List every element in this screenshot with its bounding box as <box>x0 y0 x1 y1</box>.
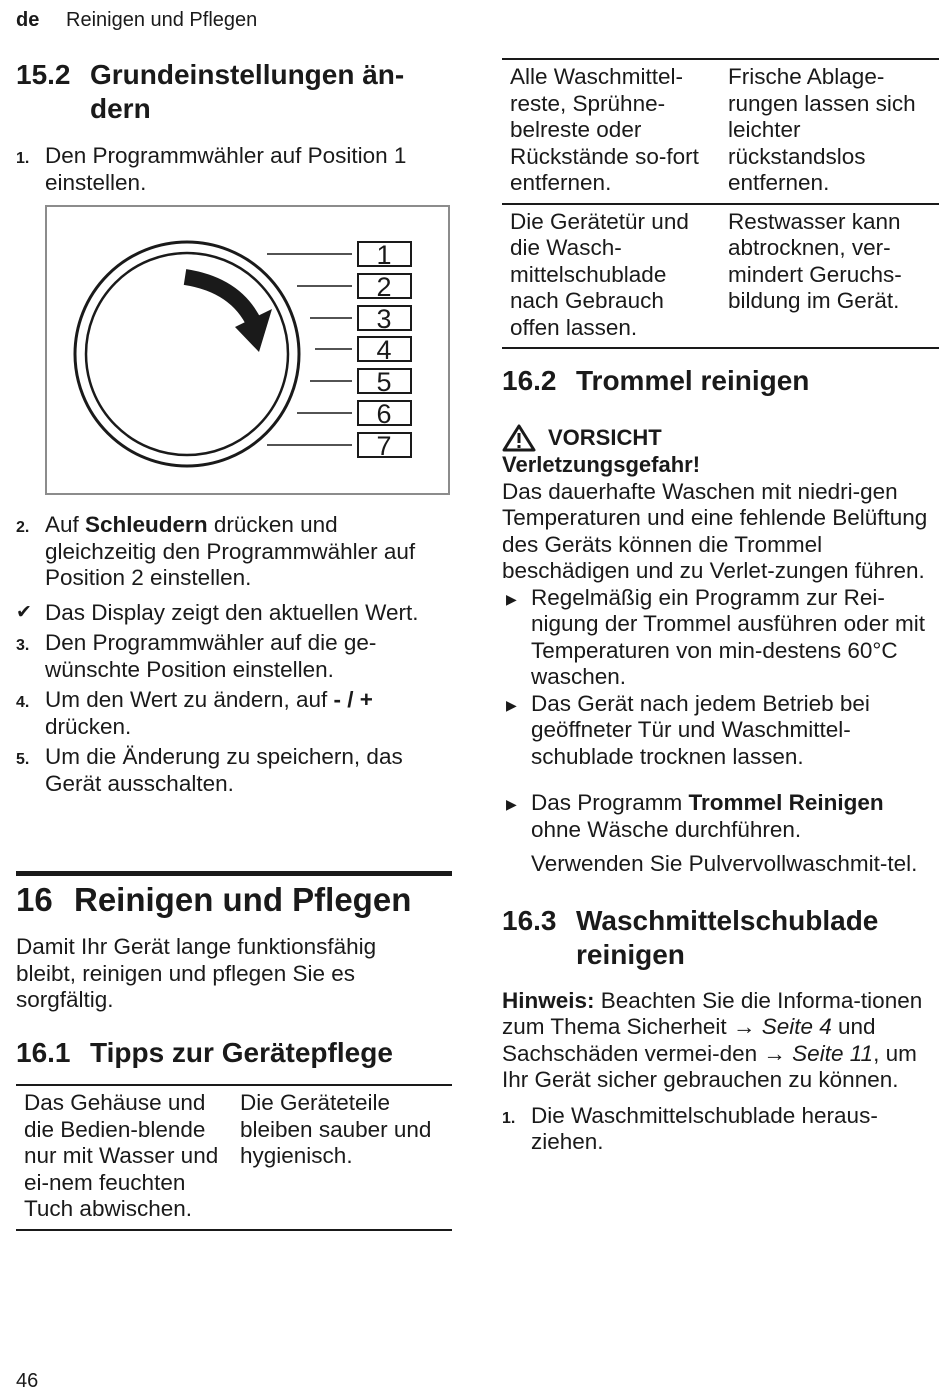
step-text-pre: Um den Wert zu ändern, auf <box>45 687 334 712</box>
section-15-2-heading <box>16 58 448 126</box>
program-selector-dial-illustration <box>47 207 447 492</box>
section-16-1-heading <box>16 1036 452 1070</box>
action-text-post: ohne Wäsche durchführen. <box>531 816 802 842</box>
table-row <box>16 1085 452 1230</box>
dial-position-label: 4 <box>376 335 392 365</box>
left-column-steps <box>16 512 436 797</box>
action-bullet <box>502 790 939 843</box>
care-tips-table-part1 <box>16 1084 452 1231</box>
chapter-intro: Damit Ihr Gerät lange funktionsfähig bleibt, reinigen und pflegen Sie es sorgfältig. <box>16 934 377 1012</box>
step-number: 1. <box>16 150 30 167</box>
step-1 <box>16 143 455 196</box>
hint-paragraph <box>502 988 939 1094</box>
warning-title: Verletzungsgefahr! <box>502 452 701 477</box>
section-number: 16.1 <box>16 1036 71 1068</box>
step-number: 3. <box>16 637 30 654</box>
section-title: Tipps zur Gerätepflege <box>90 1036 393 1068</box>
warning-label: VORSICHT <box>548 424 662 450</box>
step-result <box>16 600 436 627</box>
chapter-16-heading <box>16 880 452 920</box>
table-cell-effect: Die Geräteteile bleiben sauber und hygienisch. <box>240 1090 432 1168</box>
step-text: Den Programmwähler auf Position 1 einstellen. <box>45 143 407 195</box>
running-header-title: Reinigen und Pflegen <box>66 9 258 31</box>
warning-triangle-icon <box>502 424 536 452</box>
action-text-pre: Das Programm <box>531 790 689 815</box>
result-text: Das Display zeigt den aktuellen Wert. <box>45 599 419 625</box>
step-text: Den Programmwähler auf die ge-wünschte Position einstellen. <box>45 630 377 682</box>
hint-label: Hinweis: <box>502 987 595 1013</box>
button-name-schleudern: Schleudern <box>85 512 208 537</box>
section-title-line2: dern <box>90 93 151 124</box>
table-cell-effect: Restwasser kann abtrocknen, ver-mindert Geruchs-bildung im Gerät. <box>728 208 902 313</box>
section-16-2-heading <box>502 364 939 398</box>
dial-position-label: 2 <box>376 272 392 302</box>
step-3 <box>16 630 436 683</box>
chapter-number: 16 <box>16 881 53 918</box>
step-text: Die Waschmittelschublade heraus-ziehen. <box>531 1102 878 1154</box>
step-2 <box>16 512 436 592</box>
section-number: 16.2 <box>502 365 557 396</box>
care-tips-table <box>16 1084 452 1231</box>
step-text: Um die Änderung zu speichern, das Gerät ausschalten. <box>45 744 403 796</box>
program-selector-figure <box>45 205 450 495</box>
table-cell-tip: Die Gerätetür und die Wasch-mittelschublade nach Gebrauch offen lassen. <box>510 208 689 340</box>
step-text-post: drücken und gleichzeitig den Programmwähler auf Position 2 einstellen. <box>45 512 416 590</box>
warning-header <box>502 424 939 452</box>
hint-text-a: Beachten Sie die Informa-tionen zum Thema Sicherheit <box>502 987 923 1039</box>
page-number: 46 <box>16 1370 39 1392</box>
table-cell-effect: Frische Ablage-rungen lassen sich leichter rückstandslos entfernen. <box>728 64 916 195</box>
right-column <box>502 364 939 1156</box>
care-tips-table-continued <box>502 58 939 349</box>
triangle-bullet-icon: ▶ <box>506 796 517 812</box>
hint-text-b: und Sachschäden vermei-den <box>502 1014 876 1066</box>
section-title-line2: reinigen <box>576 938 685 970</box>
arrow-icon: → <box>732 1014 762 1039</box>
action-note: Verwenden Sie Pulvervollwaschmit-tel. <box>531 851 918 876</box>
table-cell-tip: Alle Waschmittel-reste, Sprühne-belreste oder Rückstände so-fort entfernen. <box>510 64 699 195</box>
step-5 <box>16 744 436 797</box>
step-4 <box>16 687 436 740</box>
warning-text: Das dauerhafte Waschen mit niedri-gen Temperaturen und eine fehlende Belüftung des Geräts können die Trommel beschädigen und zu Verlet-zungen führen. <box>502 478 928 583</box>
dial-position-label: 1 <box>376 240 392 270</box>
page-reference-link[interactable]: Seite 4 <box>761 1014 832 1039</box>
section-title: Trommel reinigen <box>576 365 810 396</box>
bullet-text: Das Gerät nach jedem Betrieb bei geöffneter Tür und Waschmittel-schublade trocknen lassen. <box>531 690 870 769</box>
section-title-line1: Waschmittelschublade <box>576 904 879 936</box>
warning-bullet <box>502 691 939 771</box>
program-name: Trommel Reinigen <box>688 790 884 815</box>
step-text-post: drücken. <box>45 713 132 739</box>
step-number: 4. <box>16 694 30 711</box>
hint-text-c: , um Ihr Gerät sicher gebrauchen zu können. <box>502 1040 917 1092</box>
section-16-3-heading <box>502 904 939 972</box>
step-1 <box>502 1103 939 1156</box>
page-reference-link[interactable]: Seite 11 <box>792 1040 874 1066</box>
button-name-minus-plus: - / + <box>333 687 373 712</box>
chapter-rule <box>16 871 452 876</box>
dial-position-label: 7 <box>376 431 392 461</box>
triangle-bullet-icon: ▶ <box>506 590 517 607</box>
dial-position-label: 3 <box>376 304 392 334</box>
chapter-16 <box>16 880 452 1070</box>
chapter-title: Reinigen und Pflegen <box>74 881 412 918</box>
language-code: de <box>16 9 40 31</box>
dial-position-label: 5 <box>376 367 392 397</box>
left-column <box>16 58 448 196</box>
step-number: 1. <box>502 1109 516 1127</box>
table-row <box>502 204 939 349</box>
arrow-icon: → <box>763 1040 793 1066</box>
triangle-bullet-icon: ▶ <box>506 696 517 713</box>
section-title-line1: Grundeinstellungen än- <box>90 59 405 90</box>
step-number: 5. <box>16 751 30 768</box>
warning-bullet <box>502 585 939 691</box>
table-row <box>502 59 939 204</box>
care-tips-table-part2 <box>502 58 939 349</box>
dial-position-label: 6 <box>376 399 392 429</box>
checkmark-icon: ✔ <box>16 601 32 623</box>
section-number: 15.2 <box>16 59 71 90</box>
table-cell-tip: Das Gehäuse und die Bedien-blende nur mit Wasser und ei-nem feuchten Tuch abwischen. <box>24 1090 219 1221</box>
bullet-text: Regelmäßig ein Programm zur Rei-nigung der Trommel ausführen oder mit Temperaturen von min-destens 60°C waschen. <box>531 584 925 689</box>
step-text-pre: Auf <box>45 512 86 537</box>
step-number: 2. <box>16 519 30 536</box>
section-number: 16.3 <box>502 904 557 936</box>
